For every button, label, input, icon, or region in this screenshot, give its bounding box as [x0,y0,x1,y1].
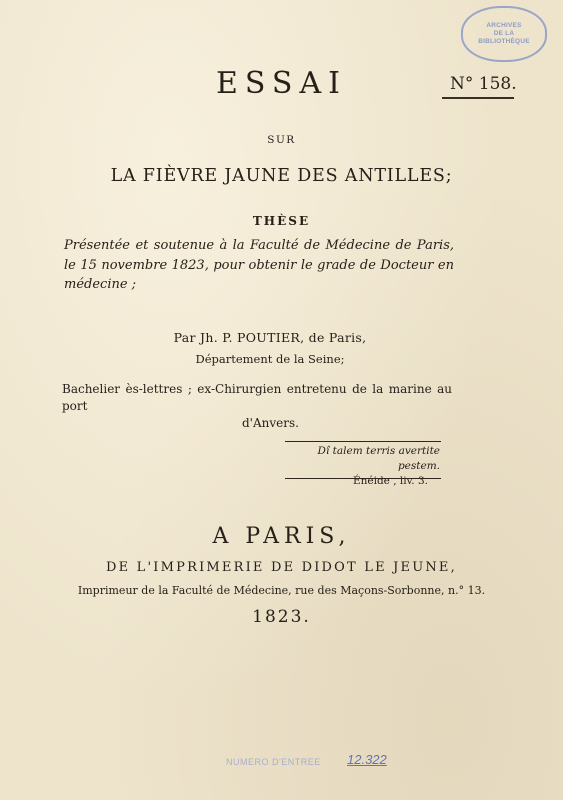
epigraph-quote: Dî talem terris avertite pestem. [317,445,440,472]
epigraph-rule-bottom [285,478,441,479]
title-essai: ESSAI [216,66,347,101]
author-line: Par Jh. P. POUTIER, de Paris, [173,330,367,345]
stamp-line-3: BIBLIOTHÈQUE [478,38,530,45]
stamp-line-2: DE LA [493,30,515,37]
publication-year: 1823. [252,607,311,627]
qualifications-line-1: Bachelier ès-lettres ; ex-Chirurgien entretenu de la marine au port [62,382,452,413]
entry-stamp: NUMERO D'ENTREE [226,757,321,767]
qualifications-line-2: d'Anvers. [242,416,299,430]
title-subject: LA FIÈVRE JAUNE DES ANTILLES; [110,166,453,186]
department-line: Département de la Seine; [195,352,345,366]
presentation-text: Présentée et soutenue à la Faculté de Médecine de Paris, le 15 novembre 1823, pour obtenir le grade de Docteur en médecine ; [64,238,454,292]
entry-number: 12.322 [347,752,387,767]
qualifications [62,381,452,432]
library-stamp [461,6,547,62]
title-sur: SUR [267,134,296,146]
printer-detail: Imprimeur de la Faculté de Médecine, rue des Maçons-Sorbonne, n.° 13. [77,584,486,597]
these-heading: THÈSE [252,214,311,228]
epigraph [290,444,440,489]
epigraph-rule-top [285,441,441,442]
thesis-number: N° 158. [450,74,517,94]
epigraph-source: Énéide , liv. 3. [352,475,428,487]
stamp-line-1: ARCHIVES [486,22,522,29]
place-line: A PARIS, [212,524,351,549]
printer-line: DE L'IMPRIMERIE DE DIDOT LE JEUNE, [106,560,457,575]
